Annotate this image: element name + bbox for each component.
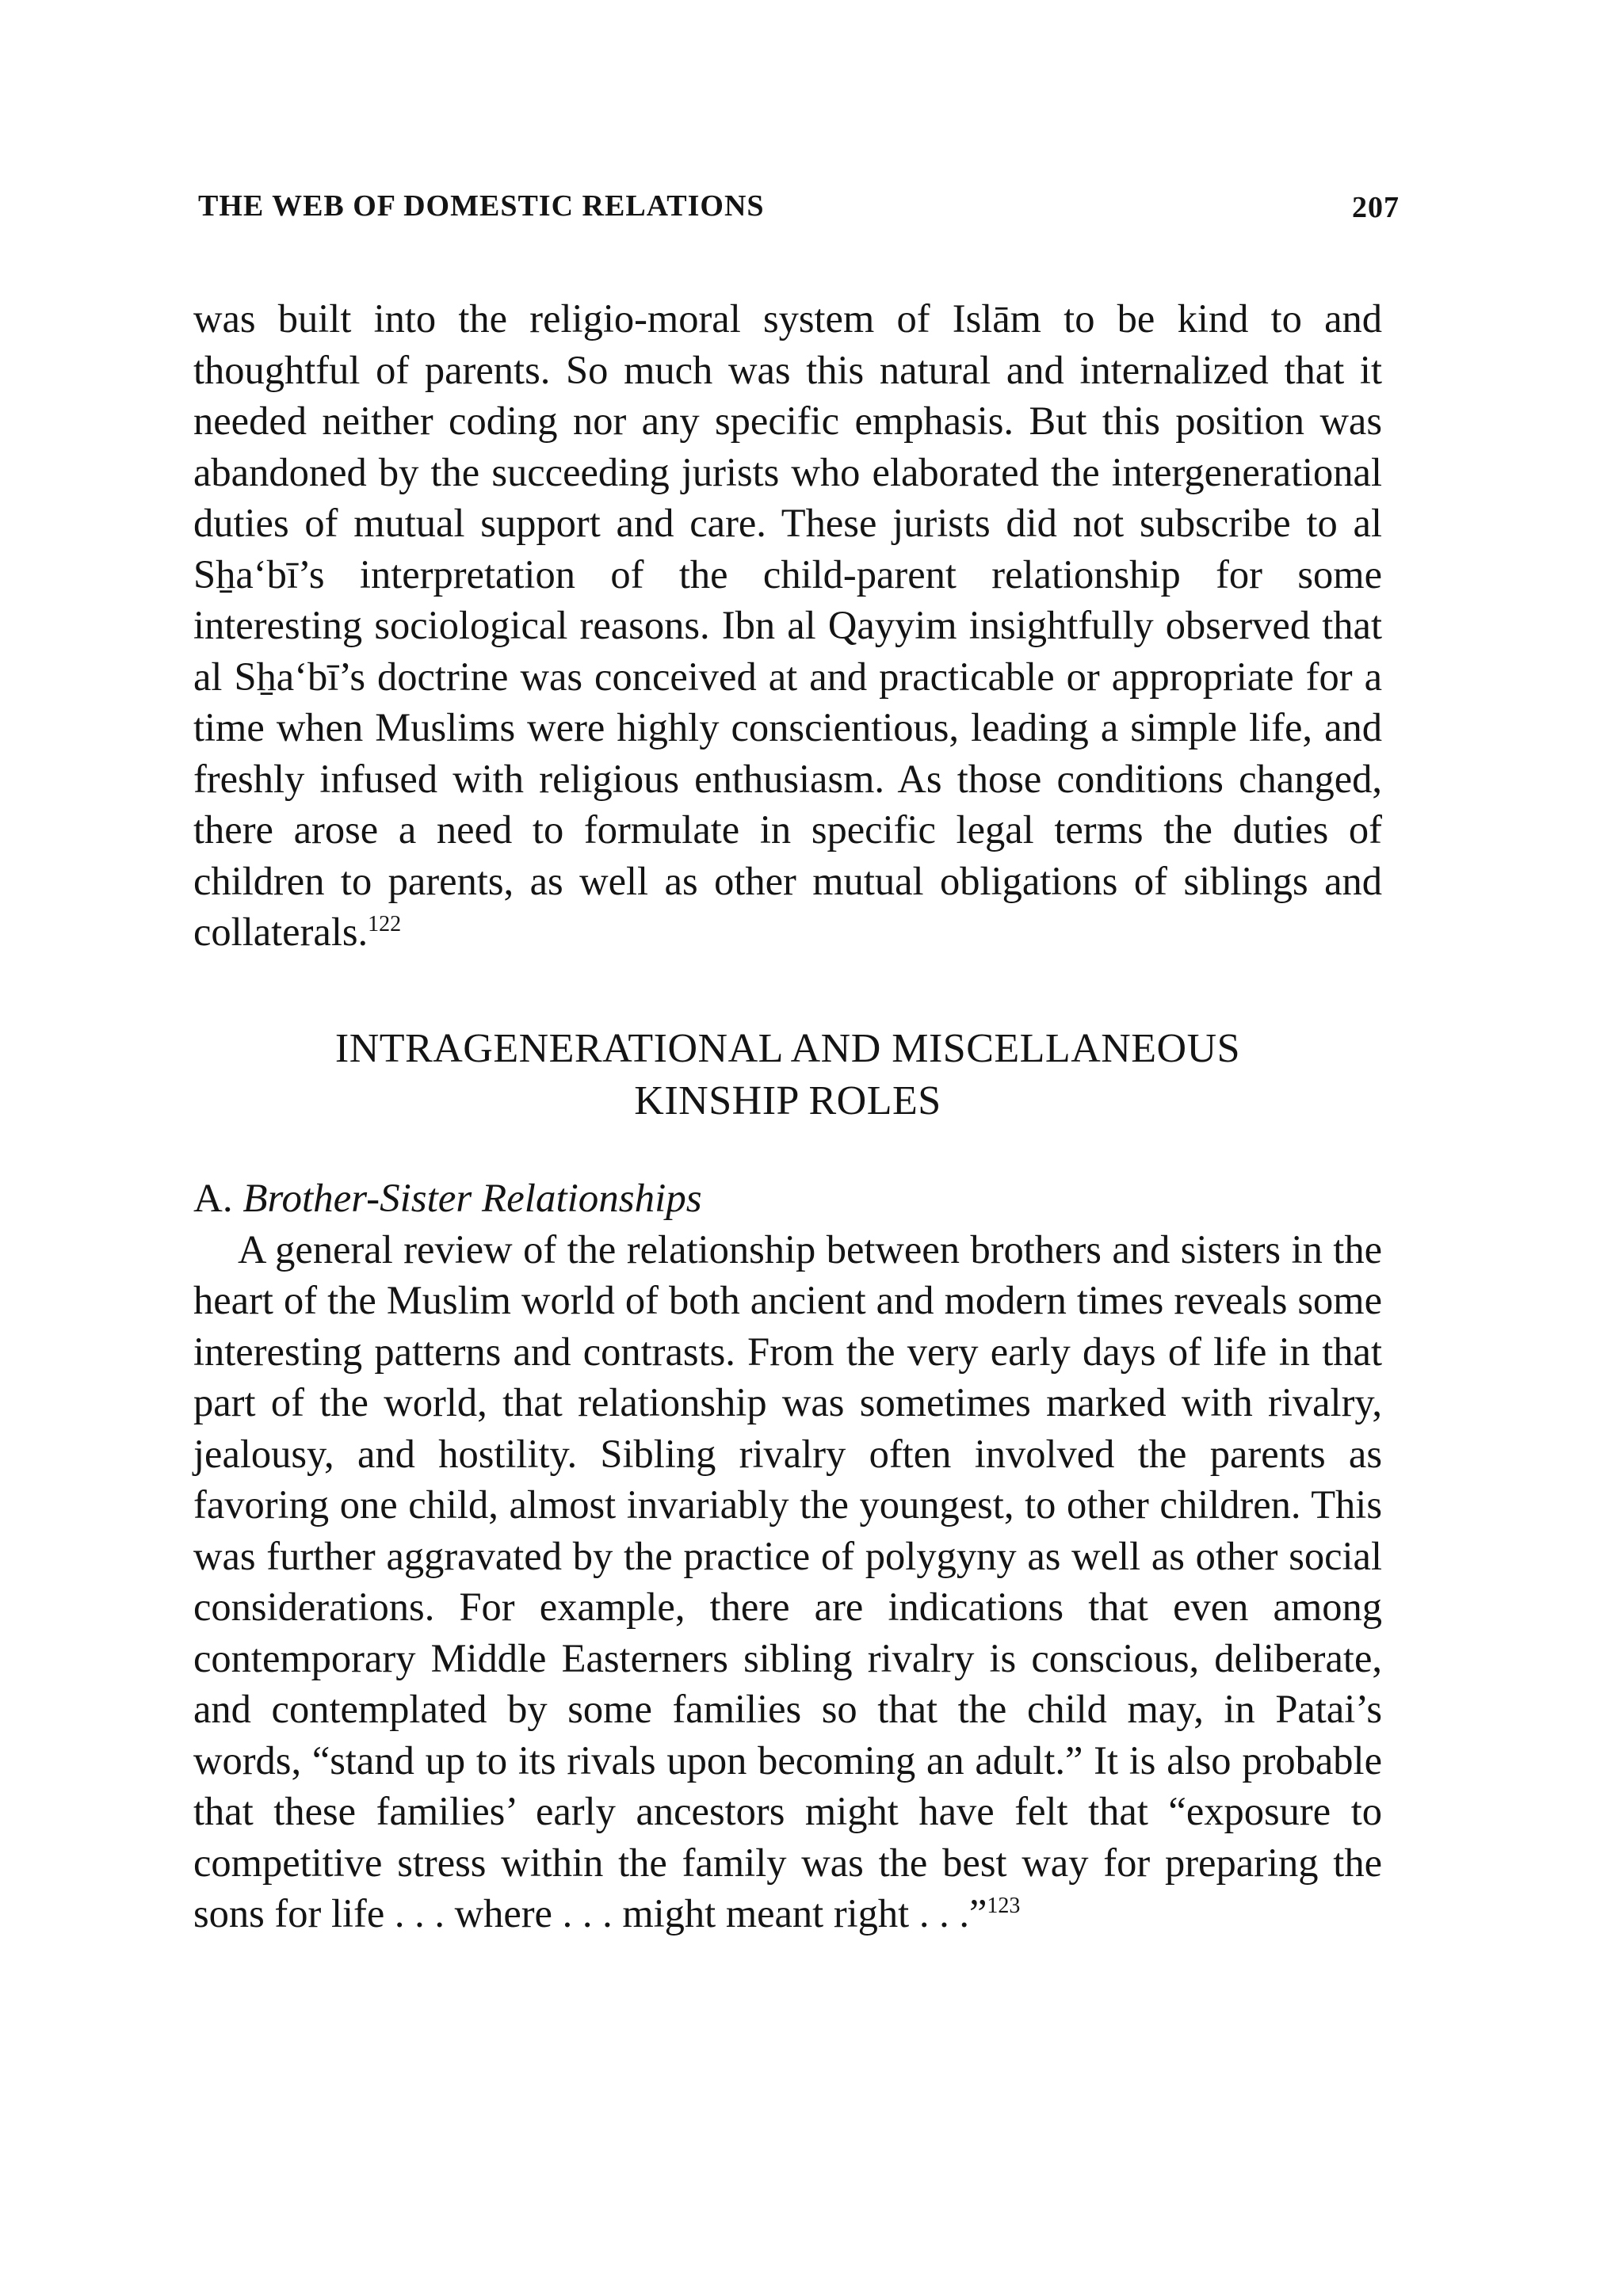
subsection-title: Brother-Sister Relationships <box>242 1176 702 1221</box>
book-page <box>193 189 1400 1939</box>
body-text <box>193 293 1382 958</box>
section-heading-line-2: KINSHIP ROLES <box>634 1077 941 1123</box>
page-number: 207 <box>1352 191 1400 224</box>
running-title: THE WEB OF DOMESTIC RELATIONS <box>198 189 765 223</box>
paragraph-text: was built into the religio-moral system of Islām to be kind to and thoughtful of parents. So much was this natural and internalized that it needed neither coding nor any specific emphasis. But this position was abandoned by the succeeding jurists who elaborated the intergenerational duties of mutual support and care. These jurists did not subscribe to al Sẖa‘bī’s interpretation of the child-parent relationship for some interesting sociological reasons. Ibn al Qayyim insightfully observed that al Sẖa‘bī’s doctrine was conceived at and practicable or appropriate for a time when Muslims were highly conscientious, leading a simple life, and freshly infused with religious enthusiasm. As those conditions changed, there arose a need to formulate in specific legal terms the duties of children to parents, as well as other mutual obligations of siblings and collaterals. <box>193 296 1382 954</box>
section-heading-line-1: INTRAGENERATIONAL AND MISCELLANEOUS <box>334 1025 1241 1071</box>
subsection-heading <box>193 1173 1382 1224</box>
running-head <box>193 189 1400 236</box>
paragraph <box>193 1224 1382 1939</box>
section-heading <box>193 1023 1382 1127</box>
paragraph-continued <box>193 293 1382 958</box>
subsection-label: A. <box>193 1176 233 1221</box>
footnote-ref-122: 122 <box>368 912 402 937</box>
footnote-ref-123: 123 <box>987 1894 1021 1919</box>
paragraph-text: A general review of the relationship between brothers and sisters in the heart of the Muslim world of both ancient and modern times reveals some interesting patterns and contrasts. From the very early days of life in that part of the world, that relationship was sometimes marked with rivalry, jealousy, and hostility. Sibling rivalry often involved the parents as favoring one child, almost invariably the youngest, to other children. This was further aggravated by the practice of polygyny as well as other social considerations. For example, there are indications that even among contemporary Middle Easterners sibling rivalry is conscious, deliberate, and contemplated by some families so that the child may, in Patai’s words, “stand up to its rivals upon becoming an adult.” It is also probable that these families’ early ancestors might have felt that “exposure to competitive stress within the family was the best way for preparing the sons for life . . . where . . . might meant right . . .” <box>193 1226 1382 1936</box>
body-text-2 <box>193 1224 1382 1939</box>
